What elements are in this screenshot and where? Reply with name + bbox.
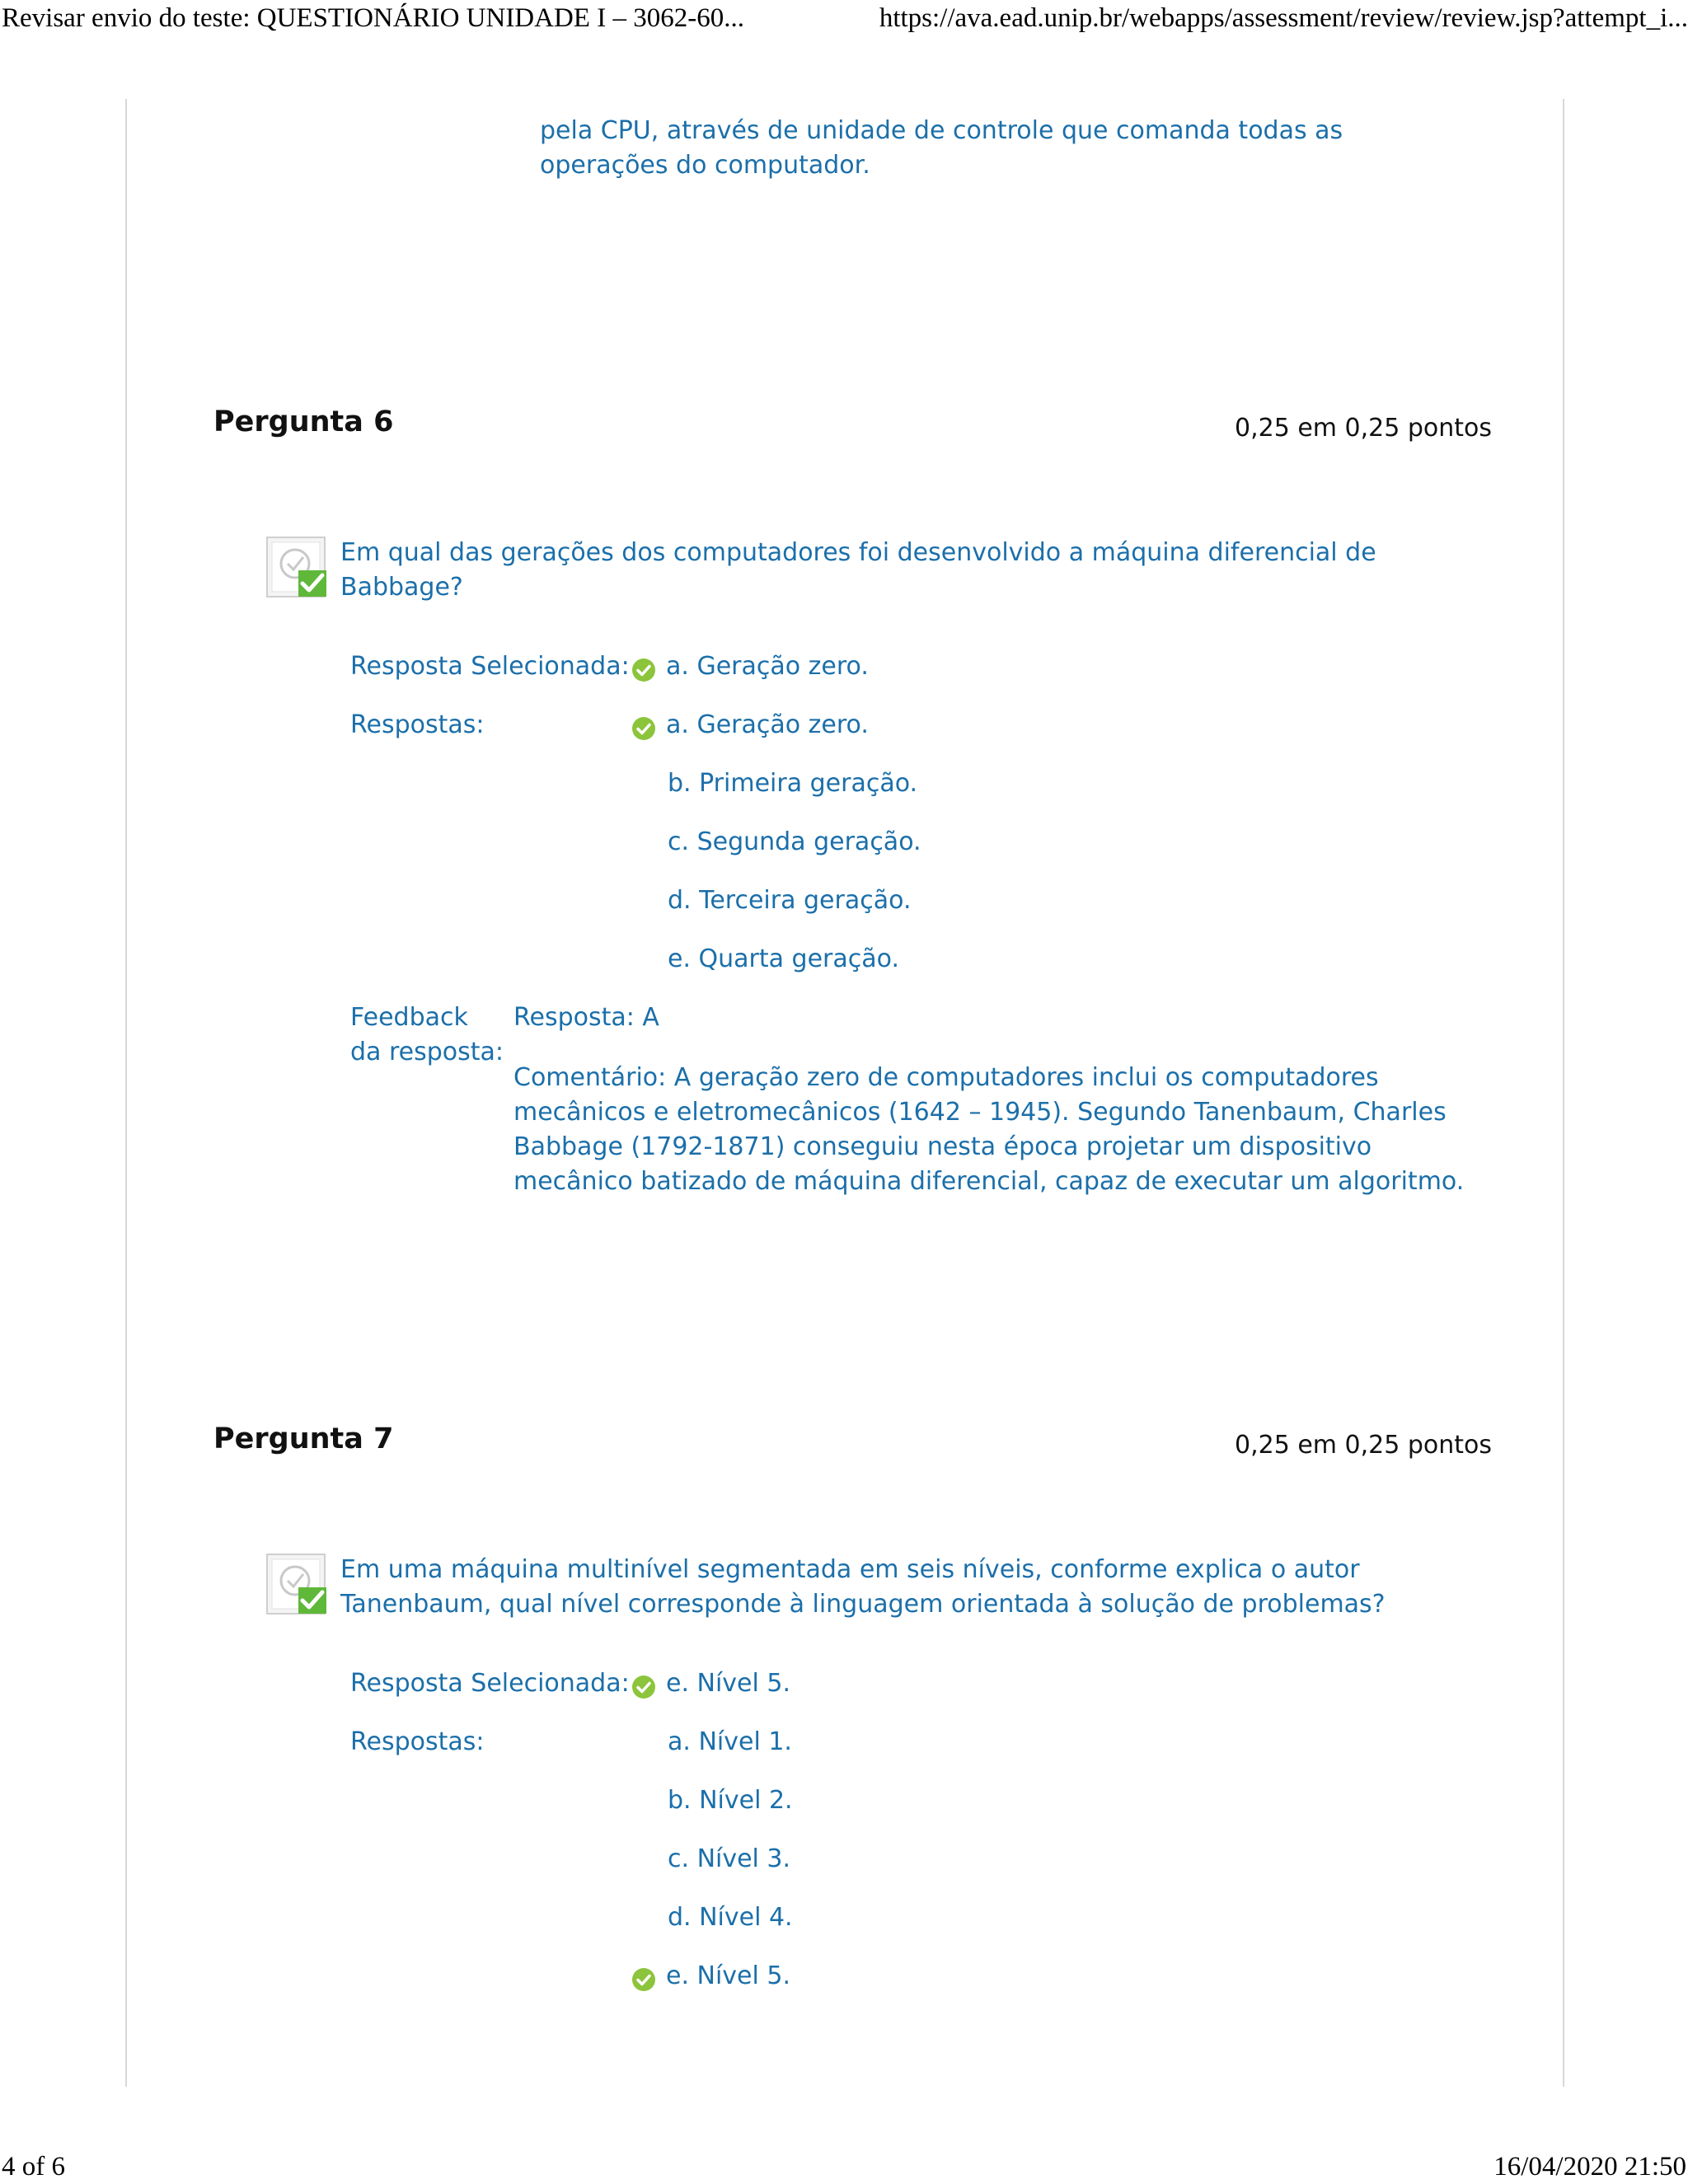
question-7-points: 0,25 em 0,25 pontos — [1235, 1431, 1493, 1460]
feedback-label-line-1: Feedback — [350, 1003, 468, 1032]
question-6-selected-answer: a. Geração zero. — [666, 652, 869, 681]
check-circle-icon — [631, 1967, 656, 1992]
question-6-text-line-1: Em qual das gerações dos computadores foi desenvolvido a máquina diferencial de — [340, 538, 1376, 567]
question-6-feedback-answer: Resposta: A — [513, 1003, 659, 1032]
question-7-selected-answer: e. Nível 5. — [666, 1669, 791, 1698]
selected-answer-label: Resposta Selecionada: — [350, 1669, 630, 1698]
question-7-option-e: e. Nível 5. — [666, 1961, 791, 1990]
question-6-option-a: a. Geração zero. — [666, 710, 869, 739]
prev-feedback-line-2: operações do computador. — [540, 151, 870, 180]
content-frame-left-border — [125, 99, 127, 2087]
page-title: Revisar envio do teste: QUESTIONÁRIO UNIDADE I – 3062-60... — [2, 3, 744, 33]
page-number: 4 of 6 — [2, 2152, 65, 2182]
check-circle-icon — [631, 658, 656, 682]
graded-correct-icon — [265, 1551, 331, 1617]
prev-feedback-line-1: pela CPU, através de unidade de controle que comanda todas as — [540, 116, 1343, 145]
answers-label: Respostas: — [350, 710, 485, 739]
print-header — [0, 0, 1688, 49]
question-7-text-line-2: Tanenbaum, qual nível corresponde à linguagem orientada à solução de problemas? — [340, 1590, 1386, 1619]
question-6-points: 0,25 em 0,25 pontos — [1235, 414, 1493, 443]
question-6-option-c: c. Segunda geração. — [668, 827, 921, 856]
question-7-title: Pergunta 7 — [213, 1422, 394, 1455]
question-6-comment-line-2: mecânicos e eletromecânicos (1642 – 1945). Segundo Tanenbaum, Charles — [513, 1098, 1447, 1127]
check-circle-icon — [631, 716, 656, 741]
question-6-comment-line-1: Comentário: A geração zero de computadores inclui os computadores — [513, 1063, 1379, 1092]
print-datetime: 16/04/2020 21:50 — [1493, 2152, 1686, 2182]
answers-label: Respostas: — [350, 1727, 485, 1756]
question-6-title: Pergunta 6 — [213, 405, 394, 438]
question-6-comment-line-4: mecânico batizado de máquina diferencial, capaz de executar um algoritmo. — [513, 1167, 1465, 1196]
question-6-comment-line-3: Babbage (1792-1871) conseguiu nesta época projetar um dispositivo — [513, 1132, 1372, 1161]
feedback-label-line-2: da resposta: — [350, 1038, 504, 1066]
question-7-option-c: c. Nível 3. — [668, 1844, 791, 1873]
question-7-option-a: a. Nível 1. — [668, 1727, 792, 1756]
question-6-option-b: b. Primeira geração. — [668, 769, 918, 798]
question-6-option-e: e. Quarta geração. — [668, 944, 900, 973]
print-footer — [0, 2135, 1688, 2184]
content-frame-right-border — [1563, 99, 1564, 2087]
graded-correct-icon — [265, 534, 331, 600]
question-7-option-b: b. Nível 2. — [668, 1786, 793, 1815]
question-6-text-line-2: Babbage? — [340, 573, 463, 602]
question-6-option-d: d. Terceira geração. — [668, 886, 912, 915]
question-7-text-line-1: Em uma máquina multinível segmentada em seis níveis, conforme explica o autor — [340, 1555, 1360, 1584]
check-circle-icon — [631, 1675, 656, 1699]
question-7-option-d: d. Nível 4. — [668, 1903, 793, 1932]
selected-answer-label: Resposta Selecionada: — [350, 652, 630, 681]
page-url: https://ava.ead.unip.br/webapps/assessment/review/review.jsp?attempt_i... — [879, 3, 1688, 33]
